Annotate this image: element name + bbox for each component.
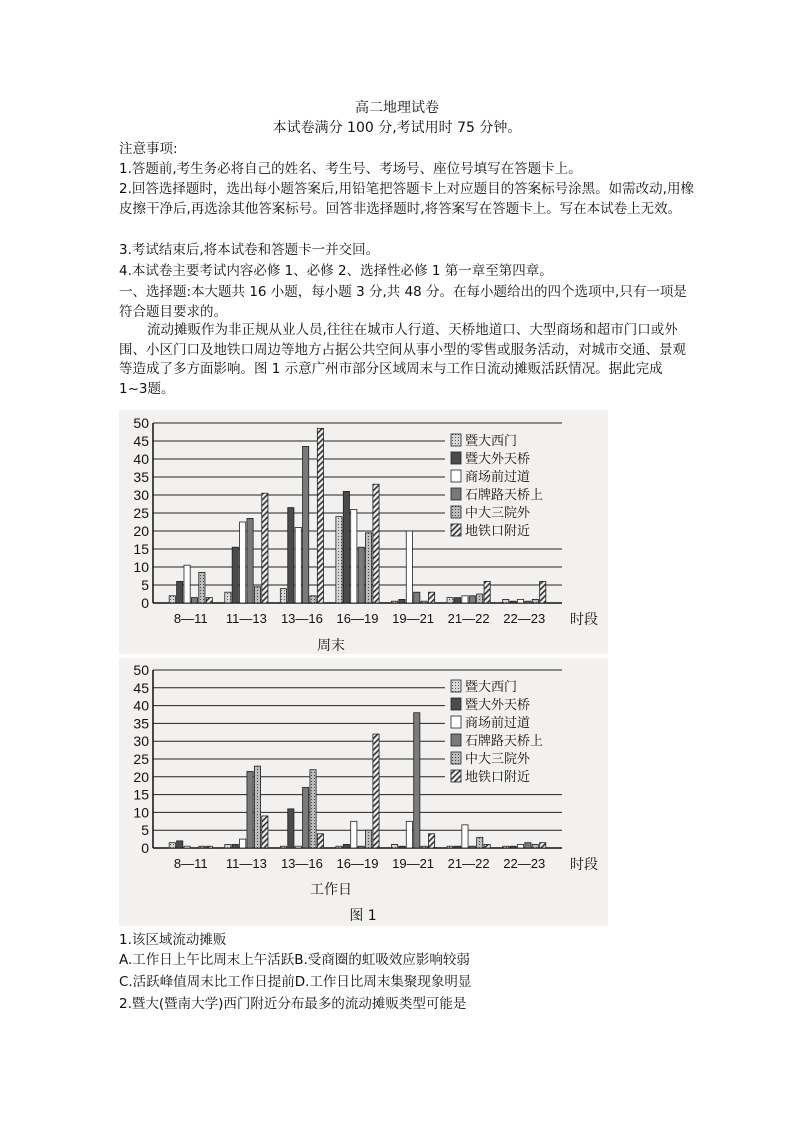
- legend-label: 石牌路天桥上: [465, 488, 544, 503]
- bar: [510, 601, 516, 603]
- bar: [310, 770, 316, 848]
- bar: [351, 509, 357, 603]
- notice-item-1: 1.答题前,考生务必将自己的姓名、考生号、考场号、座位号填写在答题卡上。: [119, 161, 582, 177]
- legend-swatch: [451, 770, 461, 782]
- bar: [317, 834, 323, 848]
- legend-label: 商场前过道: [465, 716, 531, 731]
- bar: [373, 734, 379, 848]
- bar: [366, 830, 372, 848]
- bar: [343, 491, 349, 603]
- bar: [225, 592, 231, 603]
- bar: [206, 846, 212, 848]
- y-tick-label: 5: [141, 577, 149, 593]
- bar: [358, 846, 364, 848]
- bar: [206, 598, 212, 603]
- bar: [454, 846, 460, 848]
- y-tick-label: 10: [133, 559, 149, 575]
- legend-label: 中大三院外: [465, 506, 531, 521]
- bar: [517, 844, 523, 848]
- legend-swatch: [451, 506, 461, 518]
- x-tick-label: 11—13: [225, 611, 267, 626]
- bar: [343, 844, 349, 848]
- bar: [469, 846, 475, 848]
- bar: [169, 843, 175, 848]
- bar: [391, 844, 397, 848]
- legend-label: 暨大西门: [465, 680, 518, 695]
- y-tick-label: 40: [133, 451, 149, 467]
- x-tick-label: 21—22: [447, 856, 490, 871]
- legend-swatch: [451, 524, 461, 536]
- figure-caption: 图 1: [349, 908, 377, 924]
- bar: [469, 596, 475, 603]
- bar: [240, 839, 246, 848]
- question-1-options-cd: [119, 972, 699, 992]
- bar: [428, 834, 434, 848]
- bar: [503, 599, 509, 603]
- bar: [525, 843, 531, 848]
- bar: [532, 844, 538, 848]
- legend-swatch: [451, 452, 461, 464]
- question-1-stem: 1.该区域流动摊贩: [119, 932, 227, 948]
- y-tick-label: 35: [133, 469, 149, 485]
- y-tick-label: 30: [133, 733, 149, 750]
- bar: [454, 598, 460, 603]
- x-tick-label: 8—11: [173, 611, 208, 626]
- bar: [336, 846, 342, 848]
- bar: [477, 837, 483, 848]
- y-tick-label: 20: [133, 523, 149, 539]
- notice-item-4: 4.本试卷主要考试内容必修 1、必修 2、选择性必修 1 第一章至第四章。: [119, 263, 553, 279]
- y-tick-label: 15: [133, 541, 149, 557]
- legend-label: 商场前过道: [465, 470, 531, 485]
- legend-label: 地铁口附近: [465, 770, 531, 785]
- option-d[interactable]: D.工作日比周末集聚现象明显: [294, 974, 472, 990]
- bar: [351, 821, 357, 848]
- y-tick-label: 15: [133, 786, 149, 803]
- y-tick-label: 25: [133, 505, 149, 521]
- option-a[interactable]: A.工作日上午比周末上午活跃: [119, 952, 295, 968]
- legend-swatch: [451, 470, 461, 482]
- option-b[interactable]: B.受商圈的虹吸效应影响较弱: [294, 952, 470, 968]
- bar: [414, 592, 420, 603]
- bar: [406, 531, 412, 603]
- chart-workday-svg: [119, 658, 608, 926]
- legend-swatch: [451, 752, 461, 764]
- panel-label: 工作日: [310, 882, 352, 898]
- bar: [225, 844, 231, 848]
- option-c[interactable]: C.活跃峰值周末比工作日提前: [119, 974, 295, 990]
- bar: [462, 825, 468, 848]
- notice-heading: 注意事项:: [119, 141, 178, 157]
- bar: [540, 581, 546, 603]
- bar: [240, 522, 246, 603]
- bar: [280, 846, 286, 848]
- x-tick-label: 19—21: [392, 611, 435, 626]
- bar: [295, 527, 301, 603]
- bar: [177, 581, 183, 603]
- legend-label: 暨大外天桥: [465, 698, 531, 713]
- y-tick-label: 25: [133, 751, 149, 767]
- bar: [447, 598, 453, 603]
- bar: [391, 601, 397, 603]
- bar: [373, 484, 379, 603]
- bar: [303, 446, 309, 603]
- legend-label: 暨大西门: [465, 434, 518, 449]
- chart-weekend: [119, 410, 608, 654]
- legend-label: 石牌路天桥上: [465, 734, 544, 749]
- legend-label: 地铁口附近: [465, 524, 531, 539]
- legend-swatch: [451, 488, 461, 500]
- bar: [414, 713, 420, 848]
- bar: [503, 846, 509, 848]
- bar: [254, 766, 260, 848]
- y-tick-label: 10: [133, 804, 149, 821]
- x-axis-label: 时段: [570, 857, 598, 873]
- x-tick-label: 16—19: [336, 611, 379, 626]
- bar: [484, 581, 490, 603]
- bar: [517, 599, 523, 603]
- bar: [484, 844, 490, 848]
- bar: [447, 846, 453, 848]
- legend-label: 暨大外天桥: [465, 452, 531, 467]
- bar: [288, 809, 294, 848]
- bar: [247, 771, 253, 848]
- bar: [310, 596, 316, 603]
- bar: [399, 846, 405, 848]
- bar: [232, 844, 238, 848]
- bar: [358, 547, 364, 603]
- bar: [199, 846, 205, 848]
- panel-label: 周末: [317, 638, 345, 654]
- bar: [540, 843, 546, 848]
- passage: 流动摊贩作为非正规从业人员,往往在城市人行道、天桥地道口、大型商场和超市门口或外围、小区门口及地铁口周边等地方占据公共空间从事小型的零售或服务活动，对城市交通、景观等造成了多方面影响。图 1 示意广州市部分区域周末与工作日流动摊贩活跃情况。据此完成 1~3题。: [119, 322, 686, 397]
- legend-swatch: [451, 698, 461, 710]
- bar: [421, 846, 427, 848]
- bar: [280, 589, 286, 603]
- bar: [262, 816, 268, 848]
- legend-label: 中大三院外: [465, 752, 531, 767]
- y-tick-label: 45: [133, 679, 149, 696]
- bar: [510, 846, 516, 848]
- bar: [199, 572, 205, 603]
- x-tick-label: 11—13: [225, 856, 267, 871]
- bar: [317, 428, 323, 603]
- exam-title: 高二地理试卷: [355, 100, 439, 116]
- bar: [184, 565, 190, 603]
- bar: [169, 596, 175, 603]
- y-tick-label: 0: [141, 595, 149, 611]
- x-tick-label: 13—16: [280, 611, 323, 626]
- legend-swatch: [451, 680, 461, 692]
- bar: [532, 599, 538, 603]
- bar: [303, 787, 309, 848]
- legend-swatch: [451, 716, 461, 728]
- bar: [191, 598, 197, 603]
- x-tick-label: 22—23: [503, 611, 546, 626]
- x-tick-label: 21—22: [447, 611, 490, 626]
- y-tick-label: 35: [133, 715, 149, 732]
- bar: [184, 846, 190, 848]
- bar: [406, 821, 412, 848]
- y-tick-label: 40: [133, 697, 149, 714]
- y-tick-label: 20: [133, 768, 149, 785]
- bar: [399, 599, 405, 603]
- notice-item-2: 2.回答选择题时，选出每小题答案后,用铅笔把答题卡上对应题目的答案标号涂黑。如需改动,用橡皮擦干净后,再选涂其他答案标号。回答非选择题时,将答案写在答题卡上。写在本试卷上无效。: [119, 181, 694, 217]
- section-heading: 一、选择题:本大题共 16 小题，每小题 3 分,共 48 分。在每小题给出的四个选项中,只有一项是符合题目要求的。: [119, 284, 687, 320]
- bar: [366, 533, 372, 603]
- x-tick-label: 22—23: [503, 856, 546, 871]
- x-axis-label: 时段: [570, 612, 598, 628]
- bar: [177, 841, 183, 848]
- bar: [254, 587, 260, 603]
- exam-subtitle: 本试卷满分 100 分,考试用时 75 分钟。: [272, 120, 522, 136]
- y-tick-label: 50: [133, 415, 149, 431]
- x-tick-label: 16—19: [336, 856, 379, 871]
- chart-weekend-svg: [119, 410, 608, 654]
- bar: [232, 547, 238, 603]
- y-tick-label: 50: [133, 662, 149, 678]
- y-tick-label: 30: [133, 487, 149, 503]
- bar: [525, 601, 531, 603]
- bar: [428, 592, 434, 603]
- question-1-options-ab: [119, 950, 699, 970]
- bar: [336, 517, 342, 603]
- notice-item-3: 3.考试结束后,将本试卷和答题卡一并交回。: [119, 242, 380, 258]
- x-tick-label: 19—21: [392, 856, 435, 871]
- legend-swatch: [451, 434, 461, 446]
- bar: [462, 596, 468, 603]
- bar: [477, 594, 483, 603]
- bar: [247, 518, 253, 603]
- bar: [288, 508, 294, 603]
- bar: [262, 493, 268, 603]
- y-tick-label: 5: [141, 822, 149, 839]
- chart-workday: [119, 658, 608, 926]
- bar: [421, 601, 427, 603]
- x-tick-label: 13—16: [280, 856, 323, 871]
- x-tick-label: 8—11: [173, 856, 208, 871]
- y-tick-label: 0: [141, 840, 149, 856]
- legend-swatch: [451, 734, 461, 746]
- bar: [295, 846, 301, 848]
- y-tick-label: 45: [133, 433, 149, 449]
- question-2-stem: 2.暨大(暨南大学)西门附近分布最多的流动摊贩类型可能是: [119, 996, 467, 1012]
